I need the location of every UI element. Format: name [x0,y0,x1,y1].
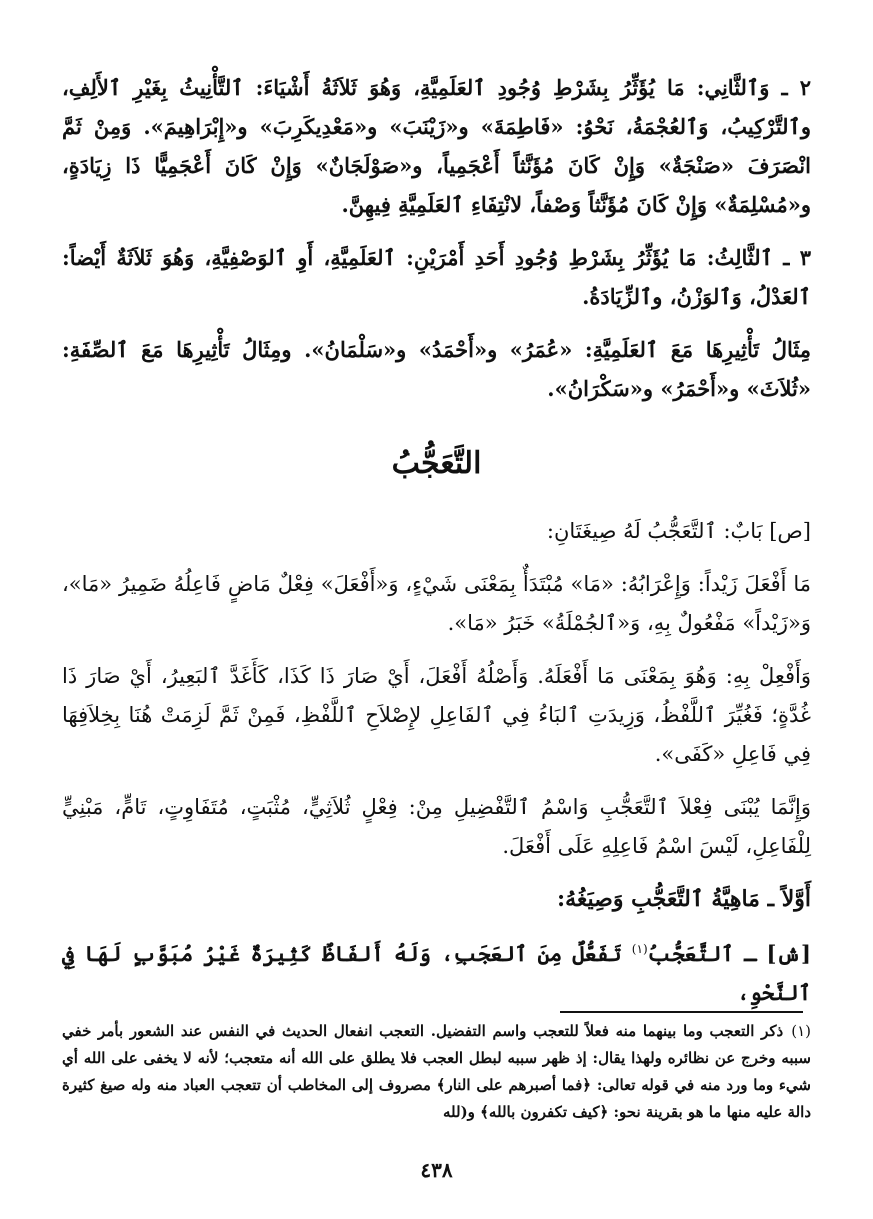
subheading: أَوَّلاً ـ مَاهِيَّةُ ٱلتَّعَجُّبِ وَصِيَغُهُ: [556,886,811,912]
paragraph-conditions: وَإِنَّمَا يُبْنَى فِعْلاَ ٱلتَّعَجُّبِ وَاسْمُ ٱلتَّفْضِيلِ مِنْ: فِعْلٍ ثُلاَثِيٍّ، مُثْبَتٍ، مُتَفَاوِتٍ، تَامٍّ، مَبْنِيٍّ لِلْفَاعِلِ، لَيْسَ اسْمُ فَاعِلِهِ عَلَى أَفْعَلَ. [62,795,811,858]
paragraph-third-category: ٣ ـ ٱلثَّالِثُ: مَا يُؤَثِّرُ بِشَرْطِ وُجُودِ أَحَدِ أَمْرَيْنِ: ٱلعَلَمِيَّةِ، أَوِ ٱلوَصْفِيَّةِ، وَهُوَ ثَلاَثَةٌ أَيْضاً: ٱلعَدْلُ، وَٱلوَزْنُ، وٱلزِّيَادَةُ. [62,245,811,309]
paragraph-examples: مِثَالُ تَأْثِيرِهَا مَعَ ٱلعَلَمِيَّةِ: «عُمَرُ» و«أَحْمَدُ» و«سَلْمَانُ». ومِثَالُ تَأْثِيرِهَا مَعَ ٱلصِّفَةِ: «ثُلاَثَ» و«أَحْمَرُ» و«سَكْرَانُ». [62,337,811,401]
footnote [62,1018,811,1126]
commentary-rest: تَفَعُّلٌ مِنَ ٱلعَجَبِ، وَلَهُ أَلفَاظٌ كَثِيرَةٌ غَيْرُ مُبَوَّبٍ لَهَا فِي ٱلنَّحْوِ، [62,941,811,1005]
paragraph-second-category: ٢ ـ وَٱلثَّانِي: مَا يُؤَثِّرُ بِشَرْطِ وُجُودِ ٱلعَلَمِيَّةِ، وَهُوَ ثَلاَثَةُ أَشْيَاءَ: ٱلتَّأْنِيثُ بِغَيْرِ ٱلأَلِفِ، وٱلتَّرْكِيبُ، وَٱلعُجْمَةُ، نَحْوُ: «فَاطِمَةَ» و«زَيْنَبَ» و«مَعْدِيكَرِبَ» و«إِبْرَاهِيمَ». وَمِنْ ثَمَّ انْصَرَفَ «صَنْجَةٌ» وَإِنْ كَانَ مُؤَنَّثاً أَعْجَمِياً، و«صَوْلَجَانٌ» وَإِنْ كَانَ أَعْجَمِيًّا ذَا زِيَادَةٍ، و«مُسْلِمَةٌ» وَإِنْ كَانَ مُؤَنَّثاً وَصْفاً، لانْتِفَاءِ ٱلعَلَمِيَّةِ فِيهِنَّ. [62,75,811,217]
paragraph-second-form: وَأَفْعِلْ بِهِ: وَهُوَ بِمَعْنَى مَا أَفْعَلَهُ. وَأَصْلُهُ أَفْعَلَ، أَيْ صَارَ ذَا كَذَا، كَأَغَدَّ ٱلبَعِيرُ، أَيْ صَارَ ذَا غُدَّةٍ؛ فَغُيِّرَ ٱللَّفْظُ، وَزِيدَتِ ٱلبَاءُ فِي ٱلفَاعِلِ لإِصْلاَحِ ٱللَّفْظِ، فَمِنْ ثَمَّ لَزِمَتْ هُنَا بِخِلاَفِهَا فِي فَاعِلِ «كَفَى». [62,664,811,766]
paragraph-chapter-intro: [ص] بَابٌ: ٱلتَّعَجُّبُ لَهُ صِيغَتَانِ: [546,519,811,543]
page-number: ٤٣٨ [420,1158,453,1182]
commentary-start: [ش] ـ ٱلتَّعَجُّبُ [647,941,811,966]
footnote-marker: (١) [631,942,648,956]
footnote-number: (١) [791,1022,811,1040]
footnote-text: ذكر التعجب وما بينهما منه فعلاً للتعجب واسم التفضيل. التعجب انفعال الحديث في النفس عند الشعور بأمر خفي سببه وخرج عن نظائره ولهذا يقال: إذ ظهر سببه لبطل العجب فلا يطلق على الله أنه متعجب؛ لأنه لا يخفى على الله أي شيء وما ورد منه في قوله تعالى: ﴿فما أصبرهم على النار﴾ مصروف إلى المخاطب أن تتعجب العباد منه وله صيغ كثيرة دالة عليه منها ما هو بقرينة نحو: ﴿كيف تكفرون بالله﴾ و(لله [62,1022,811,1121]
paragraph-commentary [62,930,811,1012]
paragraph-first-form: مَا أَفْعَلَ زَيْداً: وَإِعْرَابُهُ: «مَا» مُبْتَدَأٌ بِمَعْنَى شَيْءٍ، وَ«أَفْعَلَ» فِعْلٌ مَاضٍ فَاعِلُهُ ضَمِيرُ «مَا»، وَ«زَيْداً» مَفْعُولٌ بِهِ، وَ«ٱلجُمْلَةُ» خَبَرُ «مَا». [62,572,811,635]
section-heading: التَّعَجُّبُ [391,446,482,481]
footnote-divider [560,1011,803,1013]
